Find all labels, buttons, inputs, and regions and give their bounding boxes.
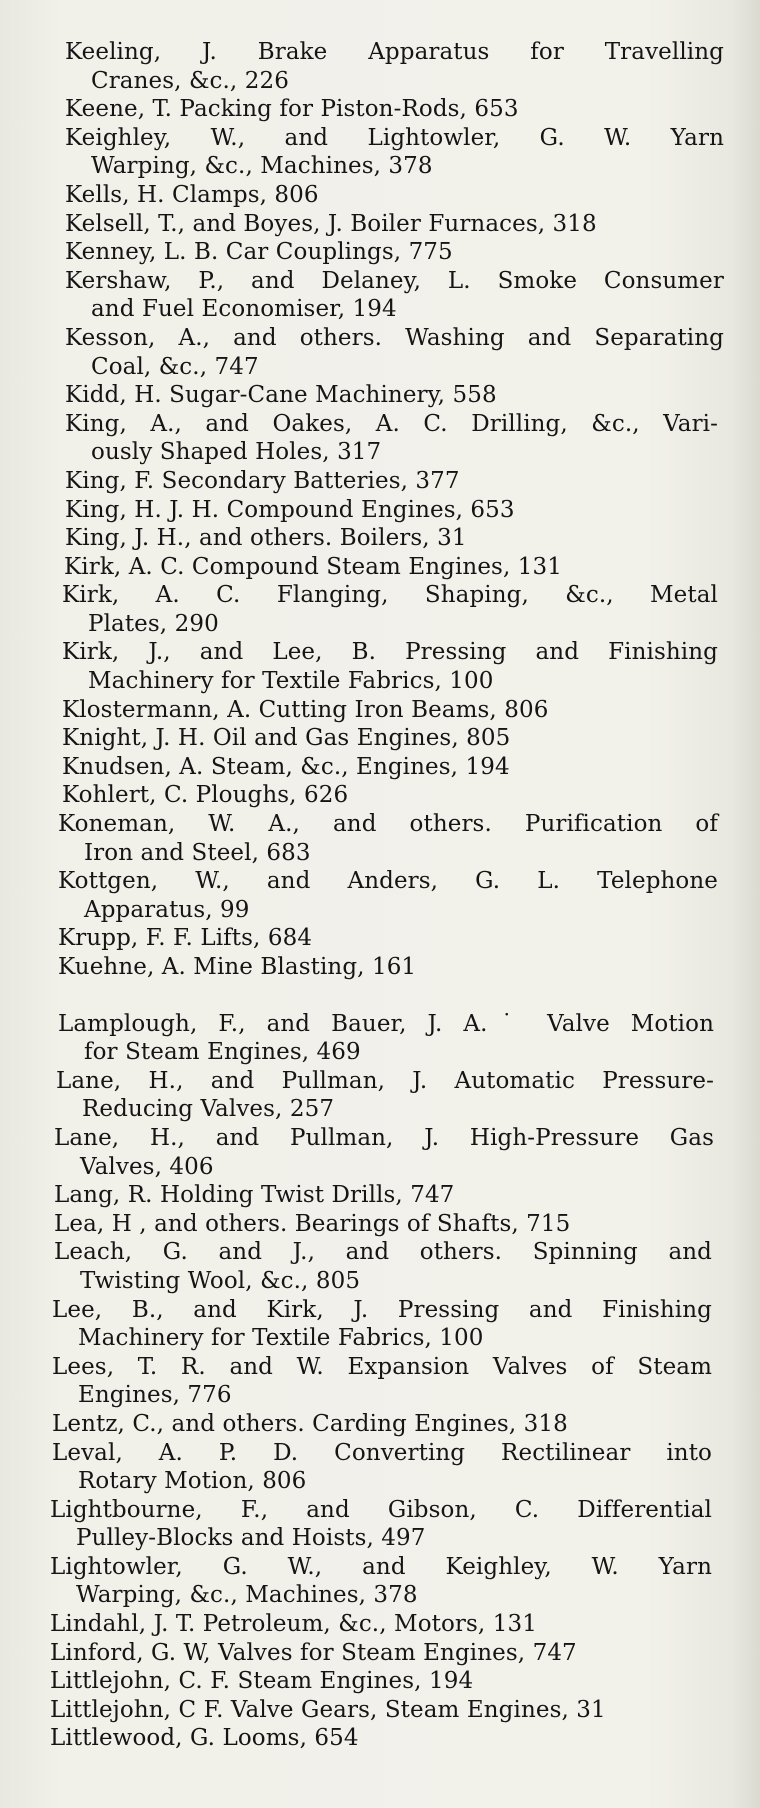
letter-section-gap [0,982,760,1010]
entry-heading-line: Littlejohn, C F. Valve Gears, Steam Engines, 31 [50,1696,606,1723]
index-entry [58,810,718,867]
index-entry [52,1410,646,1439]
entry-heading-line: Keene, T. Packing for Piston-Rods, 653 [65,96,519,123]
index-entry [65,467,460,496]
entry-continuation-line: ously Shaped Holes, 317 [91,439,382,466]
index-entry [54,1124,714,1181]
entry-heading-line: Kidd, H. Sugar-Cane Machinery, 558 [65,382,497,409]
entry-heading-line: King, F. Secondary Batteries, 377 [65,467,460,494]
entry-continuation-line: and Fuel Economiser, 194 [91,296,397,323]
entry-heading-line: Keeling, J. Brake Apparatus for Travelling [65,39,724,65]
entry-heading-line: Kuehne, A. Mine Blasting, 161 [58,954,417,980]
entry-heading-line: Klostermann, A. Cutting Iron Beams, 806 [62,696,549,723]
entry-continuation-line: Iron and Steel, 683 [84,839,311,866]
entry-heading-line: Kohlert, C. Ploughs, 626 [62,782,349,809]
index-entry [65,410,718,467]
index-entry [52,1439,712,1496]
entry-heading-line: Littlewood, G. Looms, 654 [50,1725,359,1752]
entry-heading-line: Lightowler, G. W., and Keighley, W. Yarn [50,1553,712,1580]
entry-heading-line: Kershaw, P., and Delaney, L. Smoke Consumer [65,267,724,294]
entry-heading-line: Kesson, A., and others. Washing and Separating [65,324,724,351]
entry-continuation-line: Twisting Wool, &c., 805 [80,1267,361,1294]
entry-heading-line: Krupp, F. F. Lifts, 684 [58,925,313,952]
entry-heading-line: Linford, G. W, Valves for Steam Engines, 747 [50,1639,577,1666]
index-entry [50,1610,656,1639]
index-entry [65,124,724,181]
entry-heading-line: Keighley, W., and Lightowler, G. W. Yarn [65,124,724,151]
index-entry [52,1296,712,1353]
index-entry [58,867,718,924]
index-entry [54,1210,660,1239]
entry-heading-line: Lees, T. R. and W. Expansion Valves of Steam [52,1353,712,1380]
index-entry [65,524,470,553]
entry-heading-line: Lang, R. Holding Twist Drills, 747 [54,1182,455,1209]
index-entry [58,924,352,953]
index-entry [65,267,724,324]
entry-heading-line: King, H. J. H. Compound Engines, 653 [65,496,515,523]
entry-continuation-line: Rotary Motion, 806 [78,1468,307,1495]
index-entry [50,1667,540,1696]
entry-continuation-line: Warping, &c., Machines, 378 [91,153,433,180]
index-entry [65,95,640,124]
entry-heading-line: Kelsell, T., and Boyes, J. Boiler Furnaces, 318 [65,210,597,237]
entry-heading-line: Lea, H , and others. Bearings of Shafts, 715 [54,1210,571,1237]
index-entry [52,1353,712,1410]
index-entry [62,781,420,810]
index-entry [62,696,640,725]
index-entry [65,238,540,267]
index-entry [65,324,724,381]
entry-continuation-line: Machinery for Textile Fabrics, 100 [88,668,494,695]
index-entry [65,210,710,239]
index-entry [50,1553,712,1610]
index-entry [50,1496,712,1553]
index-entry [62,581,718,638]
entry-continuation-line: Pulley-Blocks and Hoists, 497 [76,1525,426,1552]
entry-heading-line: King, J. H., and others. Boilers, 31 [65,525,467,552]
entry-heading-line: Koneman, W. A., and others. Purification of [58,811,718,838]
patent-index-list [0,38,760,1753]
index-entry [65,38,724,95]
entry-continuation-line: Engines, 776 [78,1382,232,1409]
entry-continuation-line: Cranes, &c., 226 [91,67,289,94]
index-entry [62,638,718,695]
index-entry [62,753,590,782]
entry-continuation-line: Warping, &c., Machines, 378 [76,1582,418,1609]
index-entry [56,1067,714,1124]
entry-heading-line: Knudsen, A. Steam, &c., Engines, 194 [62,753,510,780]
index-entry [54,1238,712,1295]
entry-continuation-line: Machinery for Textile Fabrics, 100 [78,1325,484,1352]
entry-heading-line: Lane, H., and Pullman, J. Automatic Pressure- [56,1067,714,1094]
entry-heading-line: Leval, A. P. D. Converting Rectilinear into [52,1439,712,1466]
index-entry [54,1181,560,1210]
entry-continuation-line: Coal, &c., 747 [91,353,259,380]
entry-heading-line: Kells, H. Clamps, 806 [65,181,319,208]
entry-heading-line: Knight, J. H. Oil and Gas Engines, 805 [62,725,511,752]
entry-heading-line: Lentz, C., and others. Carding Engines, 318 [52,1410,568,1437]
index-entry [58,953,478,982]
entry-heading-line: Lightbourne, F., and Gibson, C. Differential [50,1496,712,1523]
index-entry [58,1010,714,1067]
entry-heading-line: Lee, B., and Kirk, J. Pressing and Finishing [52,1296,712,1323]
entry-continuation-line: for Steam Engines, 469 [84,1039,361,1066]
entry-continuation-line: Valves, 406 [80,1153,214,1180]
entry-heading-line: Kirk, J., and Lee, B. Pressing and Finishing [62,639,718,666]
entry-heading-line: Lane, H., and Pullman, J. High-Pressure Gas [54,1124,714,1151]
entry-heading-line: Littlejohn, C. F. Steam Engines, 194 [50,1668,474,1695]
entry-heading-line: Lamplough, F., and Bauer, J. A.˙ Valve Motion [58,1010,714,1037]
entry-heading-line: King, A., and Oakes, A. C. Drilling, &c., Vari- [65,410,718,437]
entry-continuation-line: Reducing Valves, 257 [82,1096,335,1123]
index-entry [62,724,625,753]
index-entry [65,181,400,210]
entry-heading-line: Kirk, A. C. Flanging, Shaping, &c., Metal [62,582,718,609]
index-entry [50,1639,686,1668]
entry-heading-line: Kenney, L. B. Car Couplings, 775 [65,239,453,266]
index-entry [65,496,520,525]
entry-continuation-line: Plates, 290 [88,610,219,637]
index-entry [50,1724,420,1753]
entry-heading-line: Kirk, A. C. Compound Steam Engines, 131 [64,553,562,580]
index-entry [64,553,640,582]
entry-heading-line: Lindahl, J. T. Petroleum, &c., Motors, 131 [50,1611,537,1638]
index-entry [50,1696,706,1725]
index-entry [65,381,560,410]
entry-continuation-line: Apparatus, 99 [84,896,250,923]
entry-heading-line: Leach, G. and J., and others. Spinning and [54,1239,712,1266]
entry-heading-line: Kottgen, W., and Anders, G. L. Telephone [58,868,718,895]
